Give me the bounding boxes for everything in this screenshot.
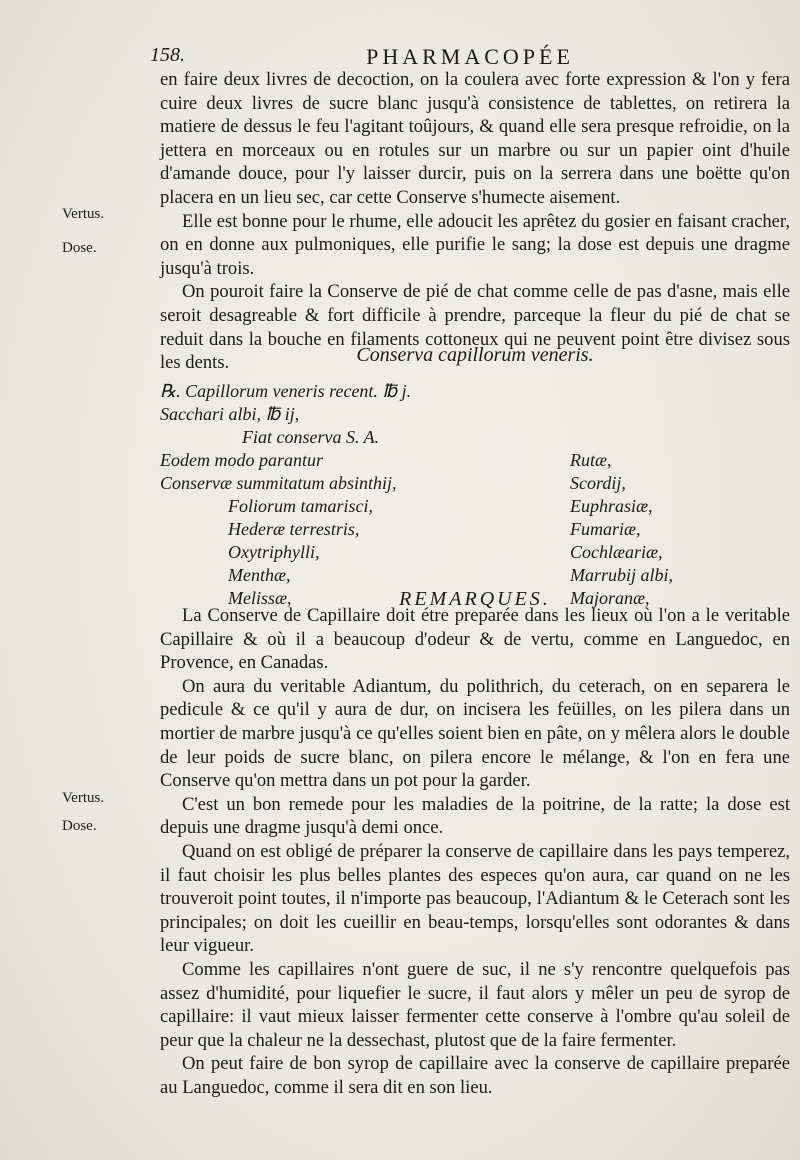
margin-note-vertus: Vertus. (62, 206, 105, 222)
paragraph: Quand on est obligé de préparer la conserve de capillaire dans les pays temperez, il faut choisir les plus belles plantes des especes qu'on aura, car quand on ne les trouveroit point toutes, il n'importe pas beaucoup, l'Adiantum & le Ceterach sont les principales; on doit les cueillir en beau-temps, lorsqu'elles sont odorantes & dans leur vigueur. (160, 840, 790, 957)
recipe-right-column (570, 449, 770, 610)
paragraph: Elle est bonne pour le rhume, elle adoucit les aprêtez du gosier en faisant cracher, on en donne aux pulmoniques, elle purifie le sang; la dose est depuis une dragme jusqu'à trois. (160, 210, 790, 279)
list-item: Hederæ terrestris, (228, 519, 360, 539)
paragraph: On aura du veritable Adiantum, du polithrich, du ceterach, on en separera le pedicule & ce qu'il y aura de dur, on incisera les feüilles, on les pilera dans un mortier de marbre jusqu'à ce qu'elles soient bien en pâte, on y mêlera alors le double de leur poids de sucre blanc, on pilera encore le mélange, & l'on en fera une Conserve qu'on mettra dans un pot pour la garder. (160, 675, 790, 792)
recipe-line: Eodem modo parantur (160, 450, 323, 470)
list-item: Conservæ summitatum absinthij, (160, 473, 397, 493)
running-title: PHARMACOPÉE (366, 44, 574, 69)
body-text-part2 (160, 604, 790, 1099)
margin-note-vertus: Vertus. (62, 790, 105, 806)
list-item: Majoranæ, (570, 588, 650, 608)
margin-note-dose: Dose. (62, 240, 97, 256)
recipe-header (160, 380, 560, 472)
list-item: Melissæ, (228, 588, 292, 608)
page-header (150, 44, 790, 70)
body-text-part1 (160, 68, 790, 375)
recipe-line: ℞. Capillorum veneris recent. ℔ j. (160, 381, 412, 401)
list-item: Fumariæ, (570, 519, 641, 539)
list-item: Scordij, (570, 473, 626, 493)
margin-notes-1 (62, 204, 104, 258)
recipe-line: Fiat conserva S. A. (242, 427, 380, 447)
list-item: Menthæ, (228, 565, 291, 585)
paragraph: On peut faire de bon syrop de capillaire avec la conserve de capillaire preparée au Languedoc, comme il sera dit en son lieu. (160, 1053, 790, 1098)
paragraph: Comme les capillaires n'ont guere de suc, il ne s'y rencontre quelquefois pas assez d'humidité, pour liquefier le sucre, il faut alors y mêler un peu de syrop de capillaire: il vaut mieux laisser fermenter cette conserve à l'ombre qu'au soleil de peur que la chaleur ne la dessechast, plutost que de la faire fermenter. (160, 958, 790, 1051)
list-item: Euphrasiæ, (570, 496, 653, 516)
recipe-line: Sacchari albi, ℔ ij, (160, 404, 300, 424)
list-item: Marrubij albi, (570, 565, 674, 585)
remarks-title: REMARQUES. (399, 588, 551, 610)
section-title: Conserva capillorum veneris. (356, 344, 594, 366)
page-number: 158. (150, 44, 185, 66)
list-item: Oxytriphylli, (228, 542, 320, 562)
list-item: Cochlæariæ, (570, 542, 663, 562)
paragraph: en faire deux livres de decoction, on la coulera avec forte expression & l'on y fera cuire deux livres de sucre blanc jusqu'à consistence de tablettes, on retirera la matiere de dessus le feu l'agitant toûjours, & quand elle sera presque refroidie, on la jettera en morceaux ou en rotules sur un marbre ou sur un papier oint d'huile d'amande douce, pour l'y laisser durcir, puis on la serrera dans une boëtte qu'on placera en un lieu sec, car cette Conserve s'humecte aisement. (160, 69, 790, 208)
paragraph: C'est un bon remede pour les maladies de la poitrine, de la ratte; la dose est depuis une dragme jusqu'à demi once. (160, 793, 790, 839)
list-item: Rutæ, (570, 450, 612, 470)
margin-notes-2 (62, 788, 104, 836)
list-item: Foliorum tamarisci, (228, 496, 374, 516)
paragraph: On pouroit faire la Conserve de pié de chat comme celle de pas d'asne, mais elle seroit desagreable & fort difficile à prendre, parceque la fleur du pié de chat se reduit dans la bouche en filaments cottoneux qui ne peuvent point être divisez sous les dents. (160, 281, 790, 374)
paragraph: La Conserve de Capillaire doit étre preparée dans les lieux où l'on a le veritable Capillaire & où il a beaucoup d'odeur & de vertu, comme en Languedoc, en Provence, en Canadas. (160, 605, 790, 674)
margin-note-dose: Dose. (62, 818, 97, 834)
